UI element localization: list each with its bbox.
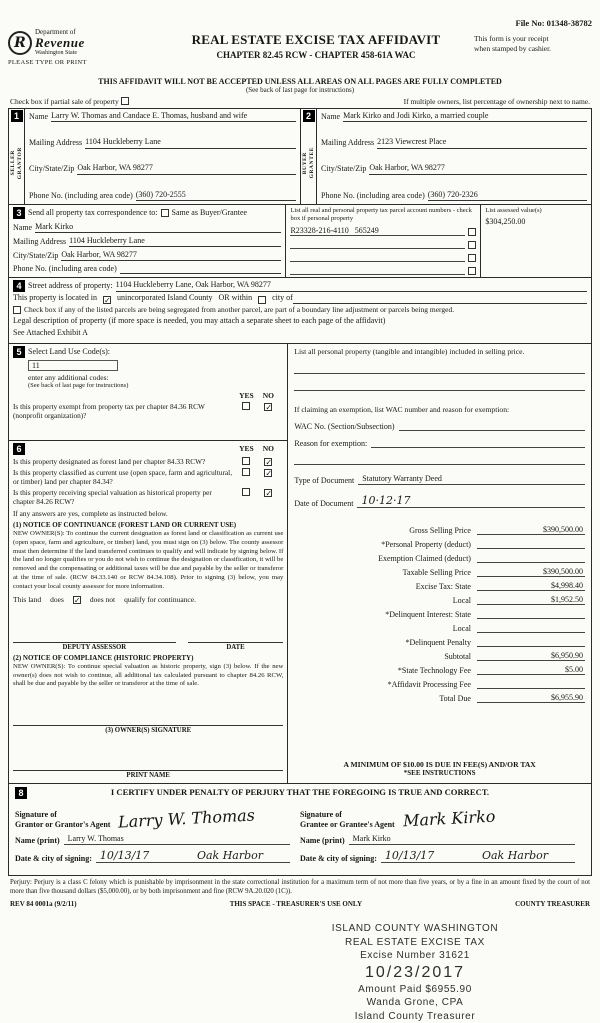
fee-row-technology-fee — [294, 661, 585, 675]
fee-label: *Delinquent Interest: State — [385, 610, 471, 620]
land-use-code-label: Select Land Use Code(s): — [28, 347, 110, 357]
wac-number-value — [399, 420, 585, 431]
form-header — [8, 29, 592, 75]
grantor-signature-label — [15, 810, 110, 830]
file-number: File No: 01348-38782 — [515, 18, 592, 28]
seller-city-label: City/State/Zip — [29, 164, 75, 174]
historic-property-question: Is this property receiving special valuation as historical property per chapter 84.26 RCW? — [13, 488, 212, 507]
fee-row-delinquent-penalty — [294, 633, 585, 647]
correspondence-name-value: Mark Kirko — [35, 222, 281, 233]
parcel-numbers-heading: List all real and personal property tax parcel account numbers - check box if personal property — [290, 207, 472, 223]
buyer-side-column — [301, 109, 317, 204]
owners-signature-line: (3) OWNER(S) SIGNATURE — [13, 725, 283, 734]
section-5-badge: 5 — [13, 346, 25, 358]
personal-property-heading: List all personal property (tangible and intangible) included in selling price. — [294, 346, 525, 356]
qualify-label: qualify for continuance. — [124, 595, 196, 605]
unincorporated-checkbox: ✓ — [103, 296, 111, 306]
exemption-reason-value — [371, 437, 585, 448]
yes-header: YES — [239, 444, 254, 454]
seller-phone-label: Phone No. (including area code) — [29, 190, 133, 200]
street-address-value: 1104 Huckleberry Lane, Oak Harbor, WA 98277 — [116, 280, 587, 292]
fee-value — [477, 553, 585, 563]
land-use-code-section — [9, 344, 287, 441]
grantor-vertical-label: GRANTOR — [17, 146, 23, 180]
notice-of-continuance-title: (1) NOTICE OF CONTINUANCE (FOREST LAND OR CURRENT USE) — [13, 521, 237, 530]
fee-value: $6,950.90 — [477, 651, 585, 661]
historic-no-checkbox: ✓ — [265, 489, 273, 499]
print-name-line: PRINT NAME — [13, 770, 283, 779]
fees-table — [294, 521, 585, 703]
parcel-personal-checkbox — [468, 228, 476, 236]
city-of-label: city of — [272, 293, 293, 303]
grantee-name-print-label: Name (print) — [300, 835, 345, 845]
current-use-yes-checkbox — [242, 468, 250, 476]
seller-name-label: Name — [29, 112, 49, 121]
grantee-date-city-label: Date & city of signing: — [300, 853, 377, 863]
certification-statement: I CERTIFY UNDER PENALTY OF PERJURY THAT THE FOREGOING IS TRUE AND CORRECT. — [110, 786, 490, 797]
fee-row-subtotal — [294, 647, 585, 661]
does-not-checkbox: ✓ — [73, 595, 81, 605]
exempt-question-text: Is this property exempt from property tax per chapter 84.36 RCW (nonprofit organization)? — [13, 401, 205, 420]
rev-form-number: REV 84 0001a (9/2/11) — [10, 900, 77, 909]
seller-fields — [25, 109, 300, 204]
fee-value: $390,500.00 — [477, 525, 585, 535]
assessed-value — [485, 231, 587, 243]
fee-value — [477, 679, 585, 689]
assessed-values-heading: List assessed value(s) — [485, 207, 542, 214]
stamp-county: ISLAND COUNTY WASHINGTON — [331, 923, 499, 935]
correspondence-city-label: City/State/Zip — [13, 250, 59, 260]
logo-revenue: Revenue — [35, 35, 85, 50]
fee-value: $4,998.40 — [477, 581, 585, 591]
parcel-row — [290, 226, 476, 236]
dor-logo-row — [8, 29, 158, 56]
seller-side-labels — [10, 122, 23, 204]
form-title: REAL ESTATE EXCISE TAX AFFIDAVIT — [191, 32, 441, 47]
legal-description-value: See Attached Exhibit A — [13, 327, 88, 337]
grantee-signature: Mark Kirko — [402, 806, 496, 831]
legal-description-label: Legal description of property (if more space is needed, you may attach a separate sheet to each page of the affidavit) — [13, 316, 386, 326]
seller-name-value: Larry W. Thomas and Candace E. Thomas, husband and wife — [51, 111, 296, 122]
parcel-row — [290, 265, 476, 275]
buyer-phone-value: (360) 720-2326 — [428, 190, 587, 201]
yes-header: YES — [239, 390, 254, 400]
correspondence-mailing-value: 1104 Huckleberry Lane — [69, 236, 281, 247]
treasurer-stamp — [260, 922, 570, 1023]
fee-label: Total Due — [439, 694, 471, 704]
grantee-signature-block — [300, 800, 585, 863]
assessed-value — [485, 245, 587, 257]
grantor-signature: Larry W. Thomas — [118, 805, 256, 832]
buyer-phone-label: Phone No. (including area code) — [321, 190, 425, 200]
notice-of-continuance-body: NEW OWNER(S): To continue the current designation as forest land or classification as current use (open space, farm and agriculture, or timber) land, you must sign on (3) below. The county assessor must then determine if the land transferred continues to qualify and will indicate by signing below. If the land no longer qualifies or you do not wish to continue the designation or classification, it will be removed and the compensating or additional taxes will be due and payable by the seller or transferor at the time of sale. (RCW 84.33.140 or RCW 84.34.108). Prior to signing (3) below, you may contact your local county assessor for more information. — [13, 530, 284, 590]
partial-sale-group — [10, 97, 129, 106]
forest-land-question: Is this property designated as forest land per chapter 84.33 RCW? — [13, 456, 206, 466]
revenue-logo-mark: R — [14, 34, 26, 51]
assessed-value: $304,250.00 — [485, 217, 526, 227]
parcel-number-value: R23328-216-4110 565249 — [290, 226, 465, 236]
fee-label: *Delinquent Penalty — [405, 638, 471, 648]
fee-value: $390,500.00 — [477, 567, 585, 577]
sec6-yes-no-header — [235, 444, 279, 453]
parcel-number-value — [290, 252, 465, 262]
parcel-numbers-column — [285, 205, 480, 277]
fee-row-exemption-claimed — [294, 549, 585, 563]
grantor-signing-date: 10/13/17 — [96, 849, 193, 863]
grantor-signing-city: Oak Harbor — [193, 849, 290, 863]
grantee-signature-label — [300, 810, 395, 830]
historic-property-question-row — [13, 488, 283, 506]
fee-label: *State Technology Fee — [397, 666, 471, 676]
land-use-and-fees-section — [8, 344, 592, 784]
fee-row-excise-local — [294, 591, 585, 605]
fee-row-gross — [294, 521, 585, 535]
buyer-fields — [317, 109, 591, 204]
buyer-city-value: Oak Harbor, WA 98277 — [369, 163, 587, 174]
seller-grantor-box — [8, 108, 300, 205]
land-use-code-value: 11 — [28, 360, 118, 371]
buyer-side-labels — [302, 122, 315, 204]
assessed-value — [485, 259, 587, 271]
fee-label: Excise Tax: State — [415, 582, 471, 592]
partial-sale-checkbox — [121, 97, 129, 105]
located-in-label: This property is located in — [13, 293, 97, 303]
selling-price-column — [288, 344, 591, 783]
same-as-buyer-checkbox — [161, 209, 169, 217]
left-column — [9, 344, 288, 783]
stamp-tax-title: REAL ESTATE EXCISE TAX — [345, 936, 485, 948]
personal-property-blank-line — [294, 359, 585, 374]
forest-land-question-row — [13, 457, 283, 466]
parcel-personal-checkbox — [468, 254, 476, 262]
continuance-row — [13, 595, 283, 604]
partial-sale-label: Check box if partial sale of property — [10, 97, 119, 106]
see-instructions-note: *SEE INSTRUCTIONS — [403, 768, 476, 777]
segregated-checkbox — [13, 306, 21, 314]
date-line: DATE — [188, 642, 284, 651]
correspondence-heading: Send all property tax correspondence to: — [28, 207, 158, 217]
perjury-notice: Perjury: Perjury is a class C felony which is punishable by imprisonment in the state correctional institution for a maximum term of not more than five years, or by a fine in an amount fixed by the court of not more than five thousand dollars ($5,000.00), or by both imprisonment and fine (RCW 9A.20.020 (1C)). — [10, 878, 590, 895]
fee-label: *Personal Property (deduct) — [381, 540, 471, 550]
no-header: NO — [262, 444, 274, 454]
same-as-buyer-label: Same as Buyer/Grantee — [171, 207, 248, 217]
seller-mailing-label: Mailing Address — [29, 138, 83, 148]
grantor-name-print-label: Name (print) — [15, 835, 60, 845]
please-type-or-print-note: PLEASE TYPE OR PRINT — [8, 59, 87, 66]
grantor-signature-block — [15, 800, 300, 863]
fee-row-processing-fee — [294, 675, 585, 689]
current-use-question-row — [13, 468, 283, 486]
deputy-assessor-row — [13, 642, 283, 651]
parcel-personal-checkbox — [468, 267, 476, 275]
fee-row-taxable — [294, 563, 585, 577]
parcel-number-value — [290, 239, 465, 249]
parcel-row — [290, 239, 476, 249]
dor-logo-text — [35, 29, 85, 56]
fee-label: Subtotal — [444, 652, 471, 662]
logo-washington-state: Washington State — [35, 50, 78, 56]
treasurer-space-label: THIS SPACE - TREASURER'S USE ONLY — [229, 900, 363, 909]
deputy-assessor-line: DEPUTY ASSESSOR — [13, 642, 176, 651]
historic-yes-checkbox — [242, 488, 250, 496]
city-checkbox — [258, 296, 266, 304]
buyer-mailing-label: Mailing Address — [321, 138, 375, 148]
section-4-badge: 4 — [13, 280, 25, 292]
revenue-logo-icon — [8, 31, 32, 55]
grantor-agent-label: Grantor or Grantor's Agent — [15, 819, 111, 829]
acceptance-warning: THIS AFFIDAVIT WILL NOT BE ACCEPTED UNLESS ALL AREAS ON ALL PAGES ARE FULLY COMPLETED — [98, 77, 502, 86]
parcel-row — [290, 252, 476, 262]
fee-label: Taxable Selling Price — [402, 568, 471, 578]
tax-correspondence-section — [8, 205, 592, 278]
certification-section — [8, 784, 592, 876]
document-date-value: 10·12·17 — [357, 494, 585, 508]
section-1-badge: 1 — [11, 110, 23, 122]
unincorporated-label: unincorporated Island County — [116, 293, 213, 303]
fee-label: *Affidavit Processing Fee — [387, 680, 471, 690]
no-header: NO — [262, 390, 274, 400]
receipt-note — [474, 29, 592, 54]
grantee-signing-date: 10/13/17 — [381, 849, 478, 863]
see-back-instructions: (See back of last page for instructions) — [28, 381, 129, 389]
city-of-value — [293, 294, 587, 304]
correspondence-column — [9, 205, 285, 277]
exemption-intro: If claiming an exemption, list WAC number and reason for exemption: — [294, 404, 510, 414]
correspondence-phone-value — [120, 264, 282, 274]
seller-city-value: Oak Harbor, WA 98277 — [77, 163, 296, 174]
grantor-printed-name: Larry W. Thomas — [64, 834, 290, 845]
document-type-value: Statutory Warranty Deed — [358, 474, 585, 485]
street-address-label: Street address of property: — [28, 281, 113, 291]
stamp-date: 10/23/2017 — [364, 963, 466, 981]
or-within-label: OR within — [218, 293, 253, 303]
stamp-amount-paid: Amount Paid $6955.90 — [358, 983, 472, 995]
exempt-yes-checkbox — [242, 402, 250, 410]
fee-value: $1,952.50 — [477, 595, 585, 605]
buyer-city-label: City/State/Zip — [321, 164, 367, 174]
stamp-treasurer-title: Island County Treasurer — [354, 1010, 476, 1022]
minimum-fee-note: A MINIMUM OF $10.00 IS DUE IN FEE(S) AND/OR TAX — [343, 759, 536, 769]
fee-value: $5.00 — [477, 665, 585, 675]
correspondence-phone-label: Phone No. (including area code) — [13, 263, 117, 273]
does-not-label: does not — [89, 595, 116, 605]
buyer-name-value: Mark Kirko and Jodi Kirko, a married couple — [343, 111, 587, 122]
section-2-badge: 2 — [303, 110, 315, 122]
fee-value — [477, 623, 585, 633]
fee-value — [477, 637, 585, 647]
buyer-mailing-value: 2123 Viewcrest Place — [377, 137, 587, 148]
seller-side-column — [9, 109, 25, 204]
property-location-section — [8, 278, 592, 344]
fee-label: Gross Selling Price — [409, 526, 471, 536]
grantee-vertical-label: GRANTEE — [309, 147, 315, 179]
title-block — [158, 29, 474, 60]
segregated-note: Check box if any of the listed parcels are being segregated from another parcel, are part of a boundary line adjustment or parcels being merged. — [24, 305, 455, 315]
seller-vertical-label: SELLER — [10, 150, 16, 176]
seller-phone-value: (360) 720-2555 — [136, 190, 296, 201]
buyer-vertical-label: BUYER — [302, 151, 308, 175]
document-date-label: Date of Document — [294, 499, 354, 509]
exemption-blank-line — [294, 450, 585, 465]
fee-row-delinquent-interest-state — [294, 605, 585, 619]
buyer-grantee-box — [300, 108, 592, 205]
notice-of-compliance-title: (2) NOTICE OF COMPLIANCE (HISTORIC PROPERTY) — [13, 654, 194, 663]
seller-mailing-value: 1104 Huckleberry Lane — [85, 137, 296, 148]
fee-row-delinquent-interest-local — [294, 619, 585, 633]
does-label: does — [50, 595, 64, 605]
receipt-note-line1: This form is your receipt — [474, 34, 549, 43]
see-back-note: (See back of last page for instructions) — [245, 86, 355, 94]
assessed-values-column — [480, 205, 591, 277]
correspondence-city-value: Oak Harbor, WA 98277 — [61, 250, 281, 261]
section-6-badge: 6 — [13, 443, 25, 455]
fee-row-total-due — [294, 689, 585, 703]
personal-property-blank-line — [294, 376, 585, 391]
fee-row-personal-property — [294, 535, 585, 549]
parties-section — [8, 108, 592, 205]
correspondence-mailing-label: Mailing Address — [13, 236, 67, 246]
exemption-reason-label: Reason for exemption: — [294, 439, 368, 449]
document-type-label: Type of Document — [294, 476, 355, 486]
current-use-no-checkbox: ✓ — [265, 468, 273, 478]
if-yes-note: If any answers are yes, complete as instructed below. — [13, 509, 168, 519]
parcel-personal-checkbox — [468, 241, 476, 249]
exempt-question-row — [13, 402, 283, 420]
exempt-no-checkbox: ✓ — [265, 402, 273, 412]
grantee-agent-label: Grantee or Grantee's Agent — [300, 819, 395, 829]
current-use-question: Is this property classified as current use (open space, farm and agricultural, or timber) land per chapter 84.34? — [13, 467, 233, 486]
classification-section — [9, 441, 287, 783]
parcel-number-value — [290, 265, 465, 275]
sec5-yes-no-header — [13, 391, 283, 400]
receipt-note-line2: when stamped by cashier. — [474, 43, 552, 53]
fee-row-excise-state — [294, 577, 585, 591]
additional-codes-label: enter any additional codes: — [28, 372, 109, 382]
form-chapter: CHAPTER 82.45 RCW - CHAPTER 458-61A WAC — [216, 50, 416, 60]
grantee-printed-name: Mark Kirko — [349, 834, 575, 845]
fee-label: Local — [452, 624, 471, 634]
signature-of-label: Signature of — [15, 809, 57, 819]
buyer-name-label: Name — [321, 112, 341, 121]
form-footer-row — [8, 900, 592, 908]
grantee-signing-city: Oak Harbor — [478, 849, 575, 863]
county-treasurer-label: COUNTY TREASURER — [515, 900, 590, 909]
fee-value: $6,955.90 — [477, 693, 585, 703]
dor-logo — [8, 29, 158, 66]
correspondence-name-label: Name — [13, 222, 33, 232]
grantor-date-city-label: Date & city of signing: — [15, 853, 92, 863]
logo-department-of: Department of — [35, 28, 76, 36]
this-land-label: This land — [13, 595, 42, 605]
multiple-owners-note: If multiple owners, list percentage of ownership next to name. — [403, 97, 590, 106]
partial-sale-row — [10, 97, 590, 106]
wac-number-label: WAC No. (Section/Subsection) — [294, 422, 395, 432]
notice-of-compliance-body: NEW OWNER(S): To continue special valuation as historic property, sign (3) below. If the new owner(s) does not wish to continue, all additional tax calculated pursuant to chapter 84.26 RCW, shall be due and payable by the seller or transferor at the time of sale. — [13, 663, 284, 688]
fee-value — [477, 609, 585, 619]
fee-label: Local — [452, 596, 471, 606]
stamp-excise-number: Excise Number 31621 — [360, 950, 470, 962]
stamp-treasurer-name: Wanda Grone, CPA — [366, 997, 464, 1009]
section-8-badge: 8 — [15, 787, 27, 799]
signature-of-label: Signature of — [300, 809, 342, 819]
forest-land-no-checkbox: ✓ — [265, 457, 273, 467]
forest-land-yes-checkbox — [242, 457, 250, 465]
fee-label: Exemption Claimed (deduct) — [378, 554, 471, 564]
section-3-badge: 3 — [13, 207, 25, 219]
fee-value — [477, 539, 585, 549]
